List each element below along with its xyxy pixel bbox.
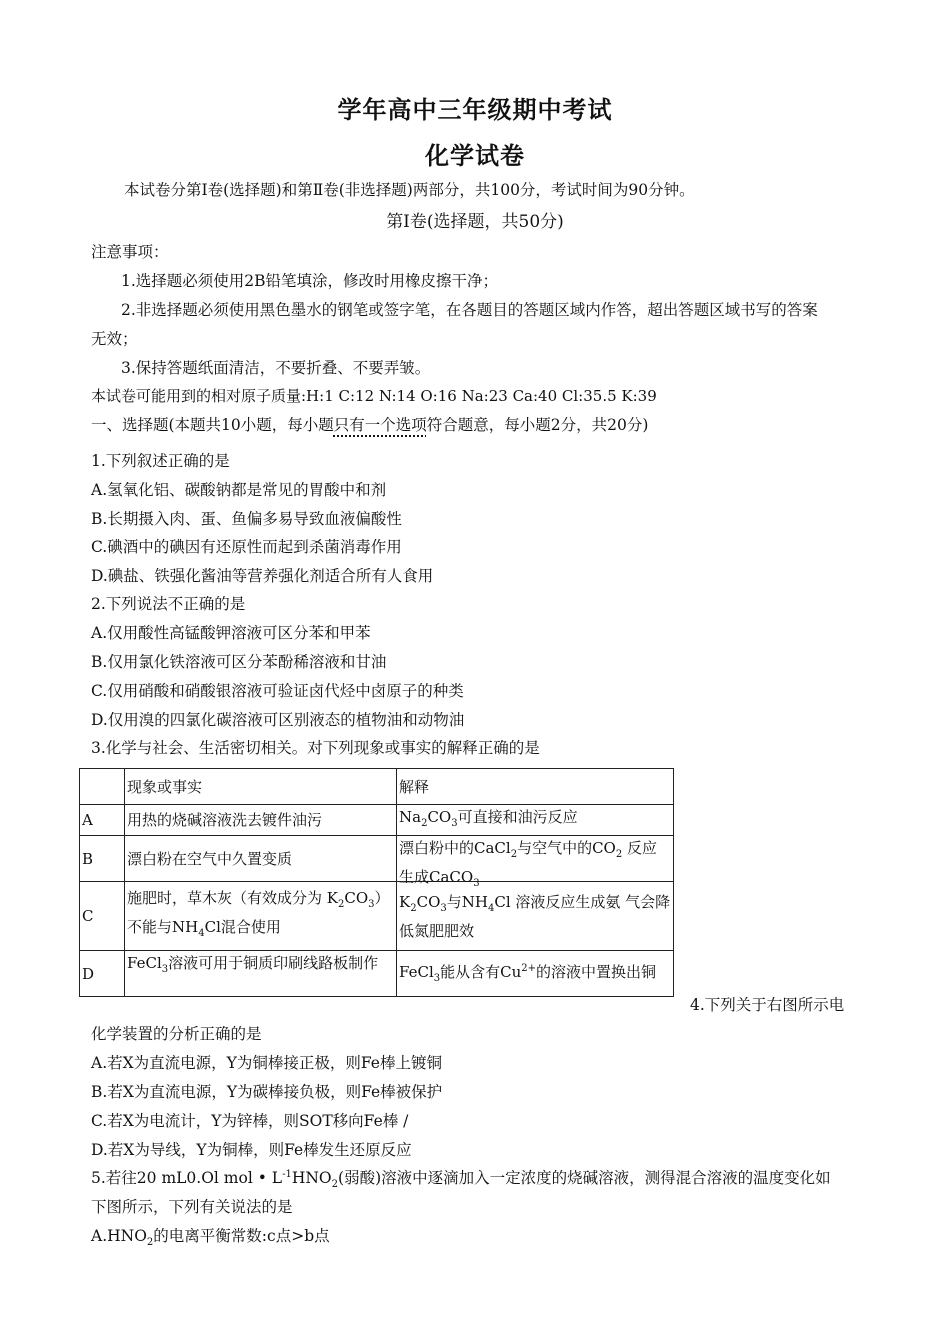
- q3-row-b-label: B: [80, 836, 125, 882]
- subscript: 2: [337, 899, 345, 910]
- q3-row-b-explanation: [397, 836, 674, 889]
- subscript: 3: [161, 963, 169, 975]
- q1-stem: 1.下列叙述正确的是: [91, 452, 230, 470]
- section1-heading-post: 符合题意，每小题2分，共20分): [426, 416, 649, 434]
- subscript: 2: [510, 848, 518, 860]
- subscript: 4: [198, 928, 205, 939]
- note-item-2: 2.非选择题必须使用黑色墨水的钢笔或签字笔，在各题目的答题区域内作答，超出答题区域书写的答案: [121, 301, 818, 319]
- q5-stem-cont: 下图所示，下列有关说法的是: [91, 1198, 293, 1216]
- notes-heading: 注意事项：: [91, 243, 169, 261]
- table-row: [80, 769, 674, 805]
- text-run: 溶液可用于铜质印刷线路板制作: [168, 953, 379, 972]
- q4-option-b: B.若X为直流电源，Y为碳棒接负极，则Fe棒被保护: [91, 1083, 443, 1101]
- q2-option-b: B.仅用氯化铁溶液可区分苯酚稀溶液和甘油: [91, 653, 387, 671]
- q3-row-d-phenomenon: [125, 951, 397, 997]
- q2-option-a: A.仅用酸性高锰酸钾溶液可区分苯和甲苯: [91, 624, 371, 642]
- section1-heading-pre: 一、选择题(本题共10小题，每小题: [91, 416, 334, 434]
- exam-title: 学年高中三年级期中考试: [337, 96, 613, 124]
- subscript: 3: [440, 902, 447, 914]
- text-run: ）不能与NH: [127, 889, 390, 936]
- subscript: 2: [421, 817, 428, 829]
- q3-row-a-label: A: [80, 805, 125, 836]
- subscript: 3: [368, 899, 375, 910]
- text-run: CO: [427, 807, 452, 826]
- note-item-2-cont: 无效；: [91, 330, 138, 348]
- superscript: 2+: [521, 962, 537, 974]
- q5-option-a: [91, 1224, 330, 1248]
- q3-row-b-phenomenon: 漂白粉在空气中久置变质: [125, 836, 397, 882]
- q1-option-c: C.碘酒中的碘因有还原性而起到杀菌消毒作用: [91, 538, 402, 556]
- q2-option-d: D.仅用溴的四氯化碳溶液可区别液态的植物油和动物油: [91, 711, 465, 729]
- q3-header-phenomenon: 现象或事实: [125, 769, 397, 805]
- subscript: 2: [146, 1237, 154, 1249]
- text-run: 可直接和油污反应: [457, 807, 578, 826]
- subscript: 4: [487, 902, 495, 914]
- q1-option-b: B.长期摄入肉、蛋、鱼偏多易导致血液偏酸性: [91, 510, 402, 528]
- text-run: 的电离平衡常数:c点>b点: [153, 1227, 330, 1245]
- section1-heading: [91, 413, 648, 435]
- text-run: 5.若往20 mL0.Ol mol • L: [91, 1169, 283, 1187]
- text-run: 与空气中的CO: [517, 838, 616, 857]
- q1-option-d: D.碘盐、铁强化酱油等营养强化剂适合所有人食用: [91, 567, 434, 585]
- q4-option-a: A.若X为直流电源，Y为铜棒接正极，则Fe棒上镀铜: [91, 1054, 442, 1072]
- q4-option-c: C.若X为电流计，Y为锌棒，则SOT移向Fe棒 /: [91, 1112, 409, 1130]
- text-run: 施肥时，草木灰（有效成分为 K: [127, 889, 338, 907]
- q3-row-c-label: C: [80, 882, 125, 951]
- q4-stem-cont: 化学装置的分析正确的是: [91, 1025, 262, 1043]
- text-run: FeCl: [127, 953, 162, 972]
- text-run: HNO: [291, 1169, 332, 1187]
- text-run: CO: [344, 889, 369, 907]
- text-run: 的溶液中置换出铜: [536, 962, 657, 981]
- text-run: 能从含有Cu: [440, 962, 522, 981]
- table-row: [80, 805, 674, 836]
- q3-row-d-explanation: [397, 951, 674, 997]
- text-run: Cl 溶液反应生成氨 气会降低氮肥肥效: [399, 892, 671, 940]
- q3-row-d-label: D: [80, 951, 125, 997]
- subscript: 3: [451, 817, 458, 829]
- text-run: 反应生成CaCO: [399, 838, 658, 886]
- q3-row-a-phenomenon: 用热的烧碱溶液洗去镀件油污: [125, 805, 397, 836]
- q4-stem: 4.下列关于右图所示电: [690, 996, 845, 1014]
- subscript: 2: [615, 848, 623, 860]
- q2-option-c: C.仅用硝酸和硝酸银溶液可验证卤代烃中卤原子的种类: [91, 682, 464, 700]
- exam-subtitle: 化学试卷: [425, 142, 525, 170]
- text-run: K: [399, 892, 411, 911]
- text-run: CO: [416, 892, 441, 911]
- table-row: [80, 882, 674, 951]
- part1-heading: 第Ⅰ卷(选择题，共50分): [386, 212, 564, 232]
- text-run: Cl混合使用: [204, 918, 281, 936]
- superscript: -1: [282, 1168, 292, 1180]
- q3-row-a-explanation: [397, 805, 674, 836]
- q3-table: [79, 768, 674, 997]
- note-item-1: 1.选择题必须使用2B铅笔填涂，修改时用橡皮擦干净；: [121, 272, 499, 290]
- table-row: [80, 836, 674, 882]
- subscript: 2: [410, 902, 417, 914]
- atomic-masses: 本试卷可能用到的相对原子质量:H:1 C:12 N:14 O:16 Na:23 Ca:40 Cl:35.5 K:39: [91, 387, 657, 405]
- q3-row-c-phenomenon: [125, 882, 397, 951]
- text-run: 与NH: [446, 892, 488, 911]
- text-run: (弱酸)溶液中逐滴加入一定浓度的烧碱溶液，测得混合溶液的温度变化如: [338, 1169, 831, 1187]
- q3-stem: 3.化学与社会、生活密切相关。对下列现象或事实的解释正确的是: [91, 739, 540, 757]
- subscript: 3: [433, 972, 441, 984]
- text-run: FeCl: [399, 962, 434, 981]
- text-run: 漂白粉中的CaCl: [399, 838, 511, 857]
- q3-header-empty: [80, 769, 125, 805]
- subscript: 3: [473, 877, 480, 889]
- subscript: 2: [331, 1179, 339, 1191]
- section1-heading-emphasis: 只有一个选项: [333, 416, 427, 434]
- intro-text: 本试卷分第Ⅰ卷(选择题)和第Ⅱ卷(非选择题)两部分，共100分，考试时间为90分钟。: [124, 181, 695, 199]
- q3-row-c-explanation: [397, 882, 674, 951]
- text-run: A.HNO: [91, 1227, 147, 1245]
- table-row: [80, 951, 674, 997]
- note-item-3: 3.保持答题纸面清洁，不要折叠、不要弄皱。: [121, 359, 431, 377]
- q5-stem: [91, 1166, 831, 1190]
- q2-stem: 2.下列说法不正确的是: [91, 595, 246, 613]
- q3-header-explanation: 解释: [397, 769, 674, 805]
- q1-option-a: A.氢氧化铝、碳酸钠都是常见的胃酸中和剂: [91, 481, 387, 499]
- text-run: Na: [399, 807, 422, 826]
- q4-option-d: D.若X为导线，Y为铜棒，则Fe棒发生还原反应: [91, 1141, 412, 1159]
